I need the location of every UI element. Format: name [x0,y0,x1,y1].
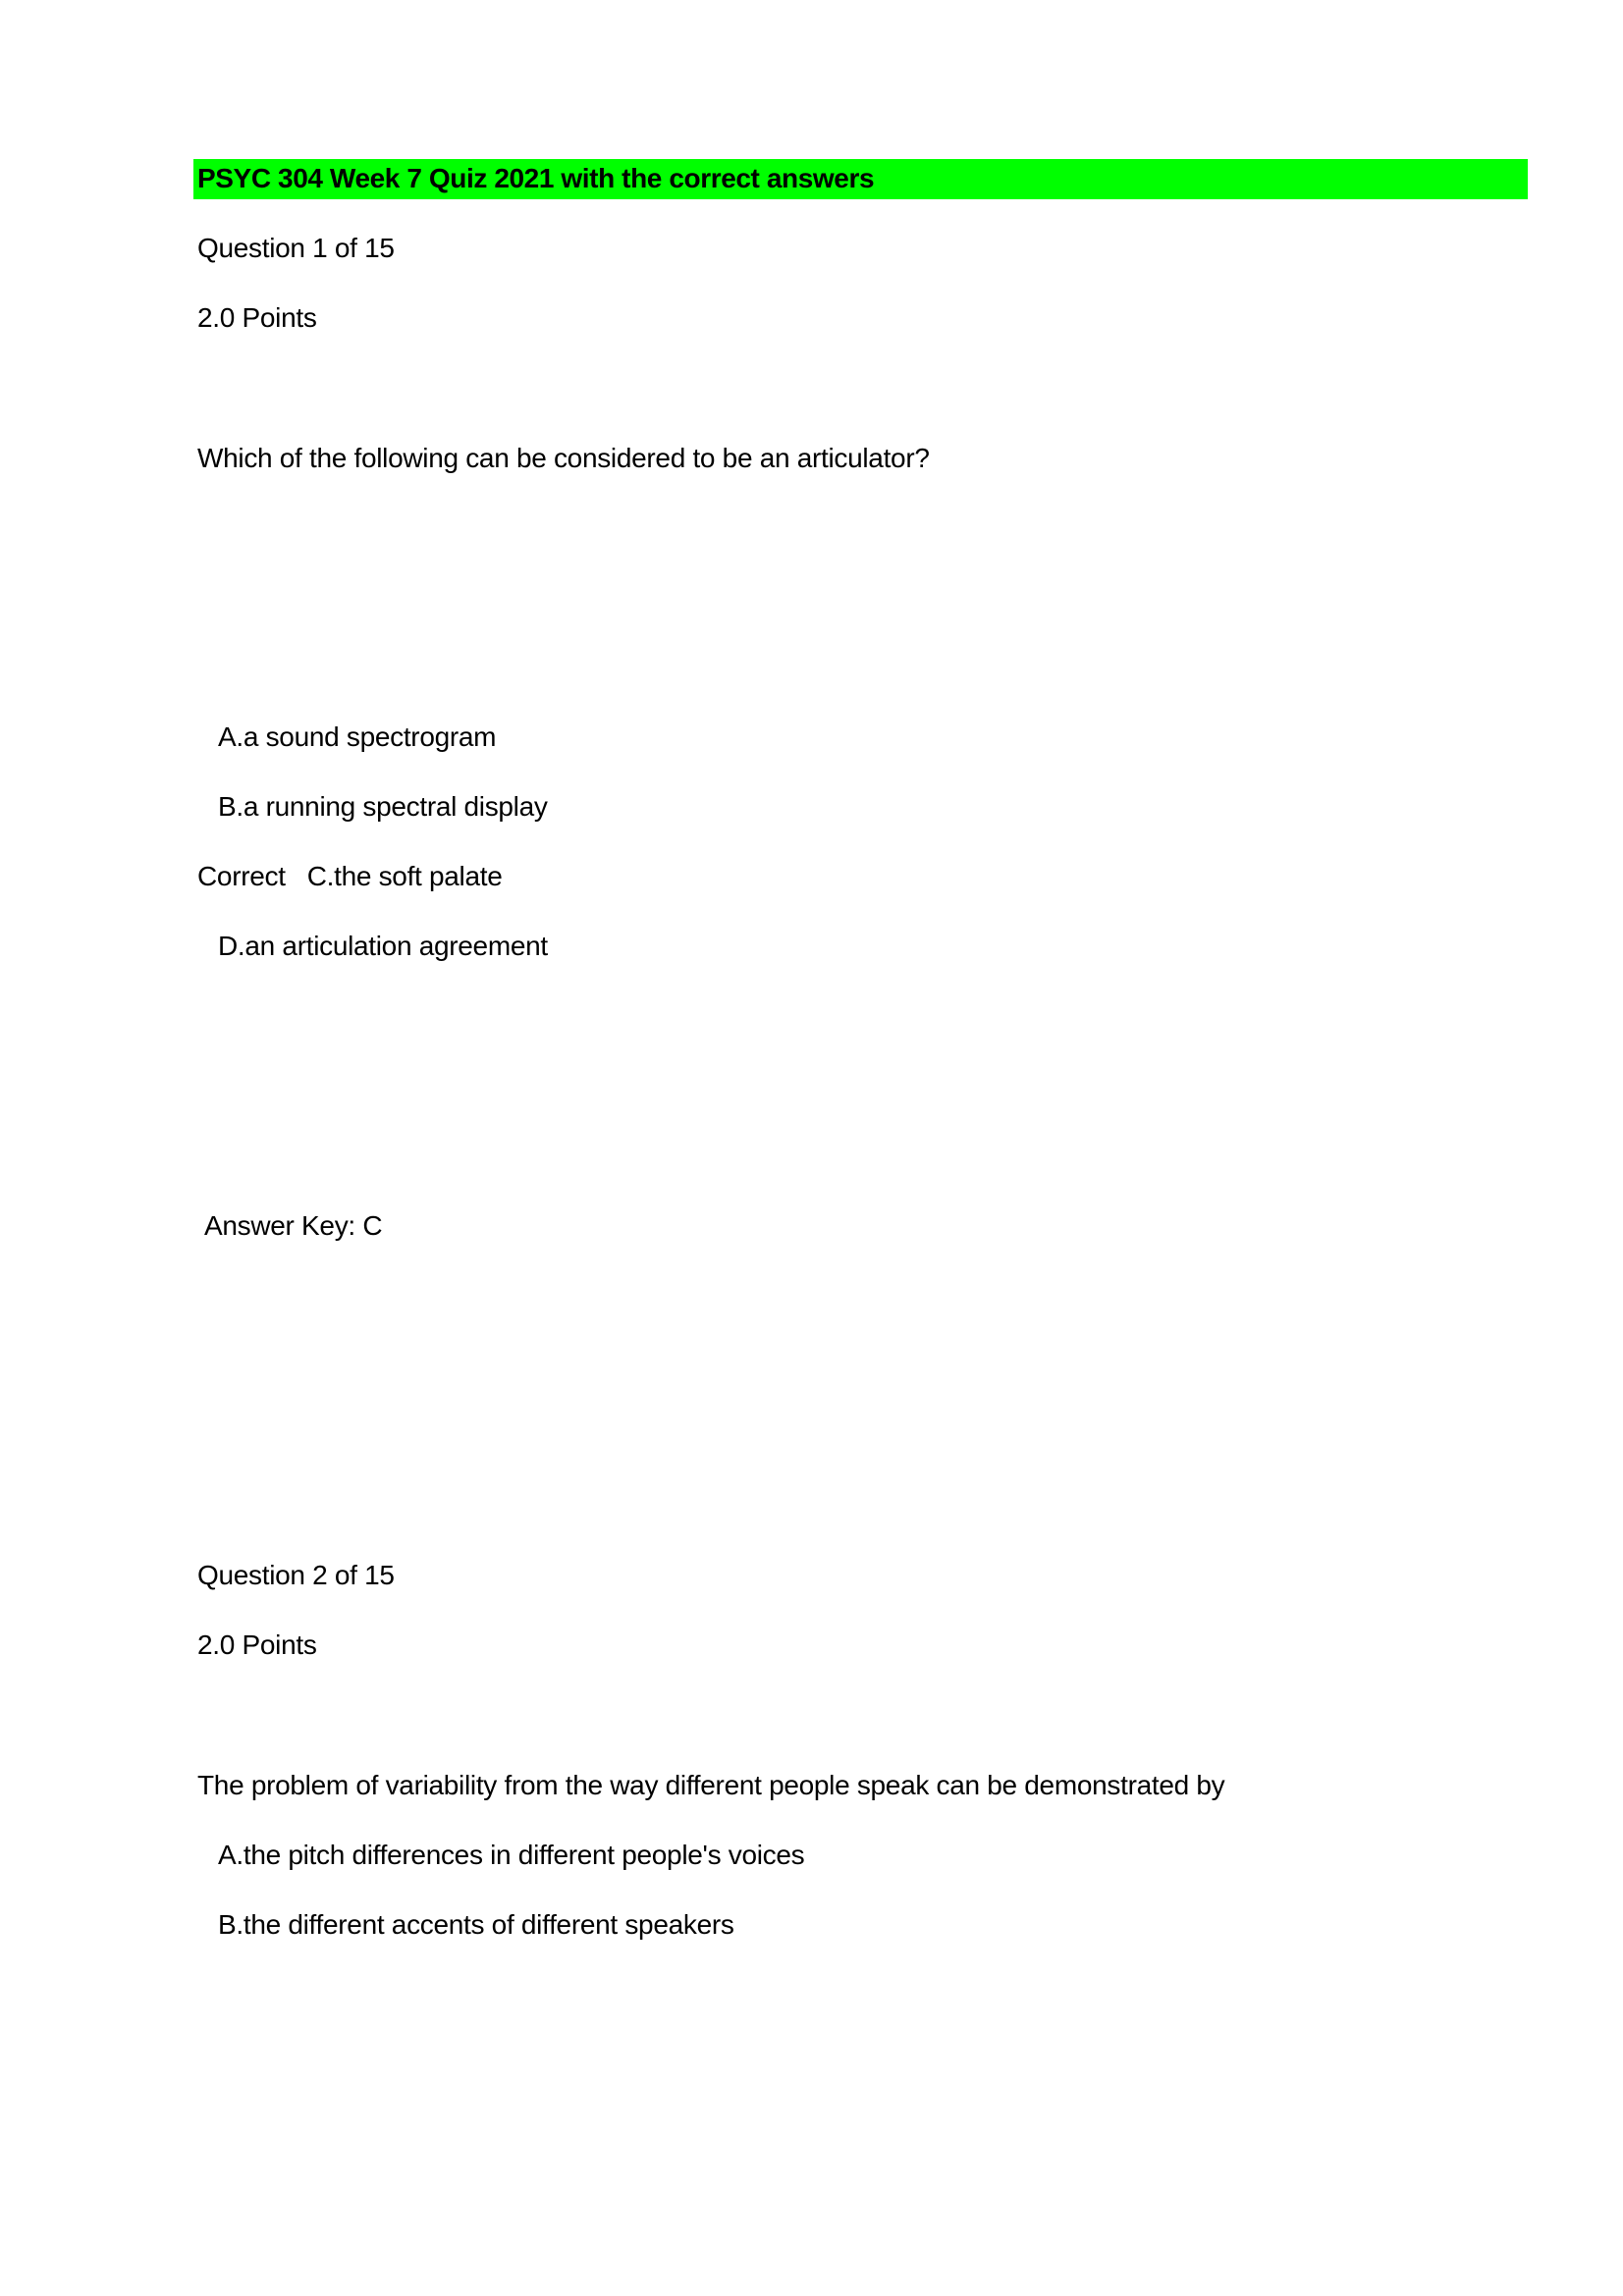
question-points: 2.0 Points [197,1629,317,1660]
answer-option-c-correct [197,860,503,893]
correct-marker: Correct [197,861,286,891]
question-prompt: The problem of variability from the way different people speak can be demonstrated by [197,1770,1225,1800]
answer-key: Answer Key: C [204,1210,383,1241]
answer-option-d: D.an articulation agreement [218,931,548,961]
question-points: 2.0 Points [197,302,317,333]
answer-option-c-text: C.the soft palate [306,861,503,891]
question-prompt: Which of the following can be considered to be an articulator? [197,443,930,473]
question-label: Question 2 of 15 [197,1560,395,1590]
answer-option-b: B.a running spectral display [218,791,548,822]
answer-option-a: A.the pitch differences in different people's voices [218,1840,805,1870]
document-title-highlight [193,159,1528,199]
answer-option-b: B.the different accents of different speakers [218,1909,734,1940]
document-title: PSYC 304 Week 7 Quiz 2021 with the correct answers [197,163,875,193]
answer-option-a: A.a sound spectrogram [218,721,497,752]
question-label: Question 1 of 15 [197,233,395,263]
